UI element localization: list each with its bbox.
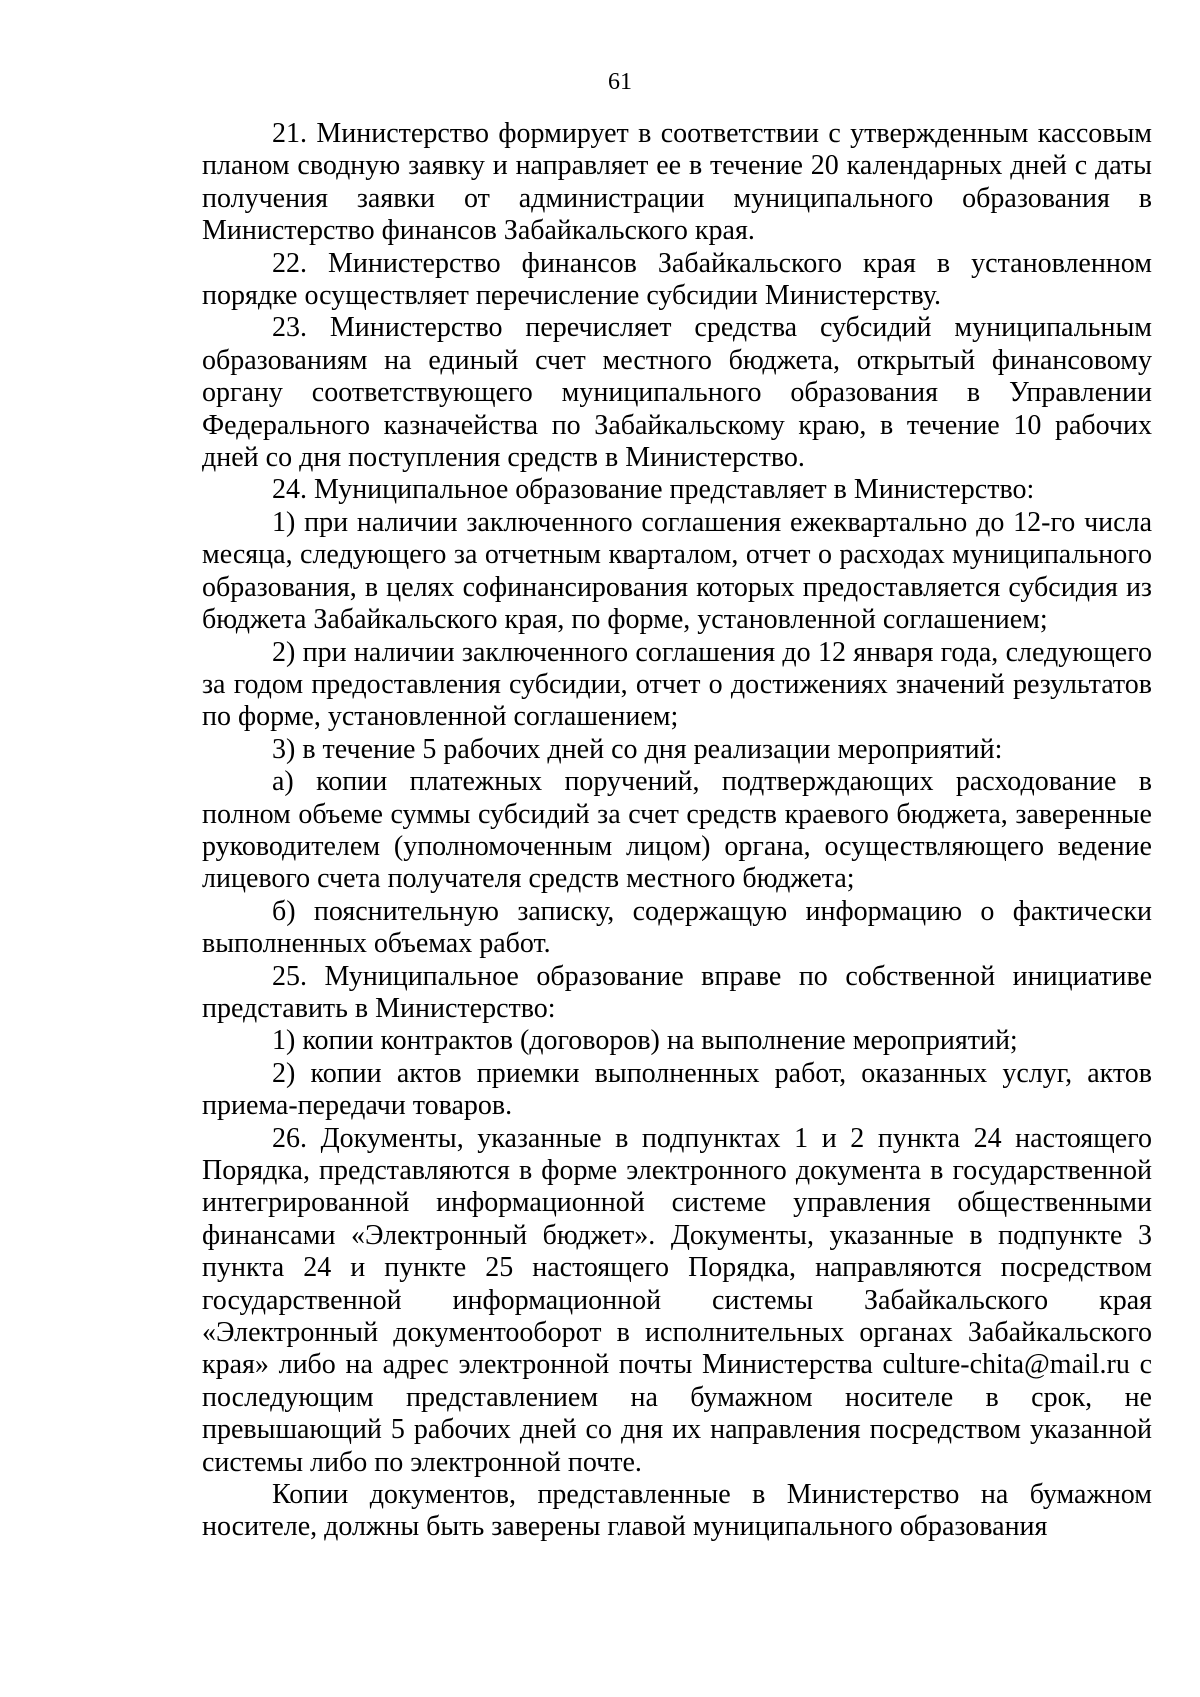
paragraph-25-item-1: 1) копии контрактов (договоров) на выполнение мероприятий; <box>272 1025 1018 1057</box>
paragraph-24-item-3a: а) копии платежных поручений, подтверждающих расходование в полном объеме суммы субсидий за счет средств краевого бюджета, заверенные руководителем (уполномоченным лицом) органа, осуществляющего ведение лицевого счета получателя средств местного бюджета; <box>202 766 1152 895</box>
document-body <box>202 118 1152 1544</box>
paragraph-24-item-3b: б) пояснительную записку, содержащую информацию о фактически выполненных объемах работ. <box>202 895 1152 960</box>
paragraph-21: 21. Министерство формирует в соответствии с утвержденным кассовым планом сводную заявку и направляет ее в течение 20 календарных дней с даты получения заявки от администрации муниципального образования в Министерство финансов Забайкальского края. <box>202 118 1152 247</box>
page-number: 61 <box>608 69 632 95</box>
paragraph-22: 22. Министерство финансов Забайкальского края в установленном порядке осуществляет перечисление субсидии Министерству. <box>202 247 1152 312</box>
paragraph-25-item-2: 2) копии актов приемки выполненных работ, оказанных услуг, актов приема-передачи товаров. <box>202 1057 1152 1122</box>
paragraph-24-item-1: 1) при наличии заключенного соглашения ежеквартально до 12-го числа месяца, следующего за отчетным кварталом, отчет о расходах муниципального образования, в целях софинансирования которых предоставляется субсидия из бюджета Забайкальского края, по форме, установленной соглашением; <box>202 506 1152 636</box>
paragraph-25: 25. Муниципальное образование вправе по собственной инициативе представить в Министерство: <box>202 960 1152 1024</box>
paragraph-26-continuation: Копии документов, представленные в Министерство на бумажном носителе, должны быть заверены главой муниципального образования <box>202 1479 1152 1543</box>
paragraph-24: 24. Муниципальное образование представляет в Министерство: <box>272 474 1035 506</box>
paragraph-26: 26. Документы, указанные в подпунктах 1 и 2 пункта 24 настоящего Порядка, представляются в форме электронного документа в государственной интегрированной информационной системе управления общественными финансами «Электронный бюджет». Документы, указанные в подпункте 3 пункта 24 и пункте 25 настоящего Порядка, направляются посредством государственной информационной системы Забайкальского края «Электронный документооборот в исполнительных органах Забайкальского края» либо на адрес электронной почты Министерства culture-chita@mail.ru с последующим представлением на бумажном носителе в срок, не превышающий 5 рабочих дней со дня их направления посредством указанной системы либо по электронной почте. <box>202 1122 1152 1478</box>
paragraph-24-item-2: 2) при наличии заключенного соглашения до 12 января года, следующего за годом предоставления субсидии, отчет о достижениях значений результатов по форме, установленной соглашением; <box>202 636 1152 733</box>
paragraph-23: 23. Министерство перечисляет средства субсидий муниципальным образованиям на единый счет местного бюджета, открытый финансовому органу соответствующего муниципального образования в Управлении Федерального казначейства по Забайкальскому краю, в течение 10 рабочих дней со дня поступления средств в Министерство. <box>202 312 1152 474</box>
paragraph-24-item-3: 3) в течение 5 рабочих дней со дня реализации мероприятий: <box>272 733 1003 765</box>
